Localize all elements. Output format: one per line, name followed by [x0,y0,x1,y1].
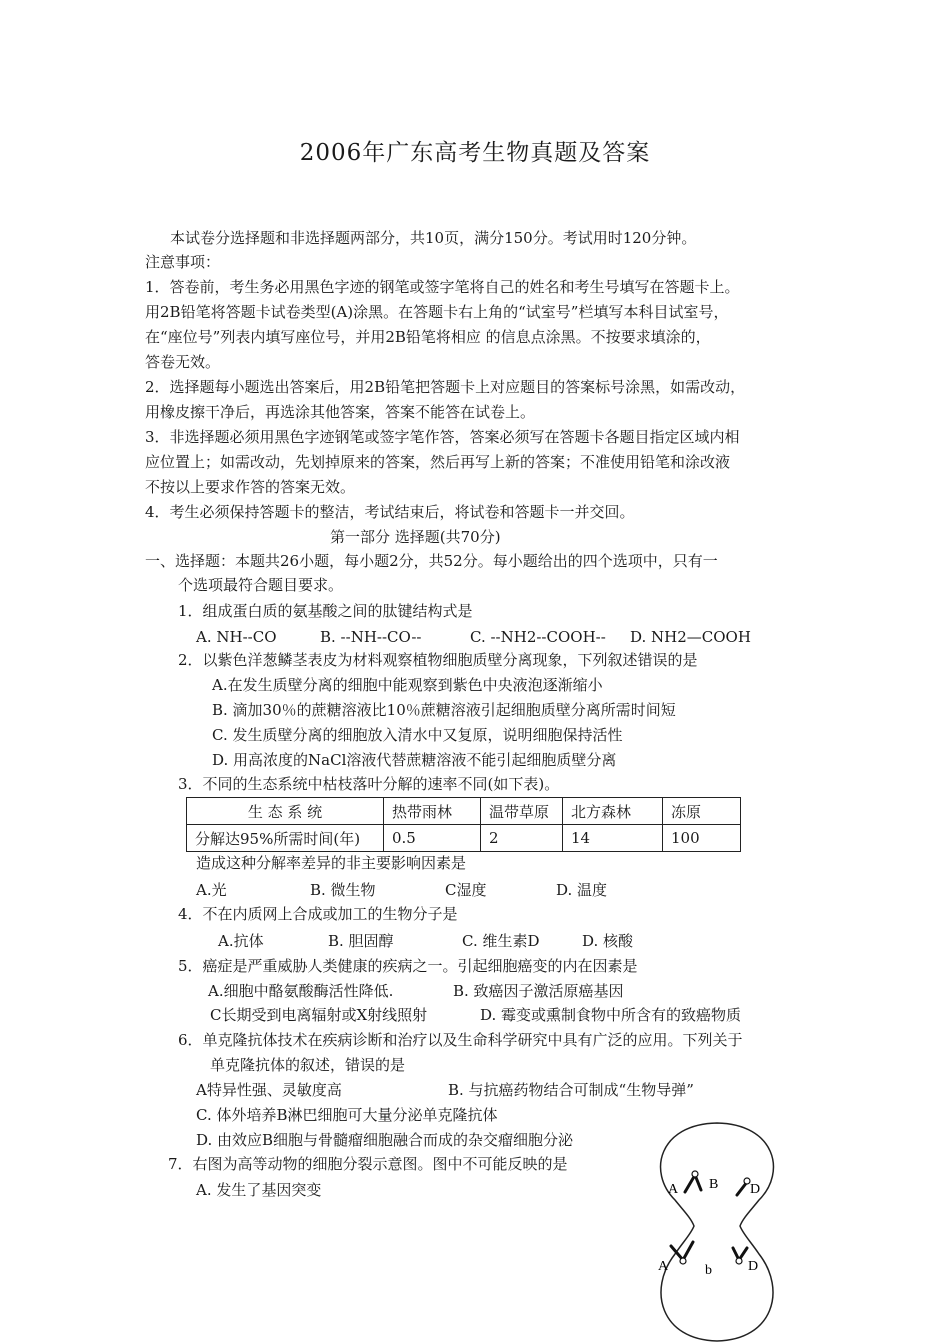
q2-option-b: B. 滴加30％的蔗糖溶液比10％蔗糖溶液引起细胞质壁分离所需时间短 [212,701,676,719]
question-1-stem: 1．组成蛋白质的氨基酸之间的肽键结构式是 [178,602,473,620]
q4-option-d: D. 核酸 [582,932,634,950]
question-2-stem: 2．以紫色洋葱鳞茎表皮为材料观察植物细胞质壁分离现象，下列叙述错误的是 [178,651,698,669]
q2-option-c: C. 发生质壁分离的细胞放入清水中又复原，说明细胞保持活性 [212,726,623,744]
q3-followup: 造成这种分解率差异的非主要影响因素是 [196,854,467,872]
note-line: 不按以上要求作答的答案无效。 [145,478,356,496]
question-3-stem: 3．不同的生态系统中枯枝落叶分解的速率不同(如下表)。 [178,775,560,793]
chromosome [685,1175,701,1192]
q3-option-c: C湿度 [445,881,487,899]
note-line: 3．非选择题必须用黑色字迹钢笔或签字笔作答，答案必须写在答题卡各题目指定区域内相 [145,428,740,446]
table-cell: 100 [663,825,741,852]
note-line: 在“座位号”列表内填写座位号，并用2B铅笔将相应 的信息点涂黑。不按要求填涂的， [145,328,711,346]
q3-option-d: D. 温度 [556,881,608,899]
question-6-stem: 6．单克隆抗体技术在疾病诊断和治疗以及生命科学研究中具有广泛的应用。下列关于 [178,1031,743,1049]
gene-label: A [658,1259,669,1274]
question-7-stem: 7．右图为高等动物的细胞分裂示意图。图中不可能反映的是 [168,1155,568,1173]
q7-option-a: A. 发生了基因突变 [196,1181,322,1199]
centromere [736,1258,742,1264]
question-5-stem: 5．癌症是严重威胁人类健康的疾病之一。引起细胞癌变的内在因素是 [178,957,638,975]
q1-option-a: A. NH--CO [196,628,277,646]
table-cell: 分解达95%所需时间(年) [187,825,384,852]
table-header-cell: 温带草原 [481,798,563,825]
part-heading: 第一部分 选择题(共70分) [330,528,501,546]
centromere [680,1258,686,1264]
decomposition-table [186,797,741,852]
question-6-stem-cont: 单克隆抗体的叙述，错误的是 [210,1056,406,1074]
q4-option-a: A.抗体 [218,932,264,950]
table-cell: 2 [481,825,563,852]
cell-division-figure [655,1120,780,1344]
table-cell: 14 [563,825,663,852]
q1-option-d: D. NH2—COOH [630,628,751,646]
cell-membrane [661,1123,774,1341]
q2-option-a: A.在发生质壁分离的细胞中能观察到紫色中央液泡逐渐缩小 [212,676,603,694]
q1-option-b: B. --NH--CO-- [320,628,422,646]
table-header-cell: 生 态 系 统 [187,798,384,825]
q3-option-a: A.光 [196,881,227,899]
centromere [692,1171,698,1177]
q6-option-c: C. 体外培养B淋巴细胞可大量分泌单克隆抗体 [196,1106,498,1124]
q5-option-b: B. 致癌因子激活原癌基因 [453,982,624,1000]
note-line: 用橡皮擦干净后，再选涂其他答案，答案不能答在试卷上。 [145,403,536,421]
notice-heading: 注意事项： [145,253,221,271]
table-header-row [187,798,741,825]
gene-label: D [748,1259,759,1274]
table-row [187,825,741,852]
q4-option-c: C. 维生素D [462,932,540,950]
section-heading-cont: 个选项最符合题目要求。 [178,576,344,594]
intro-text: 本试卷分选择题和非选择题两部分，共10页，满分150分。考试用时120分钟。 [170,229,697,247]
question-4-stem: 4．不在内质网上合成或加工的生物分子是 [178,905,458,923]
q2-option-d: D. 用高浓度的NaCl溶液代替蔗糖溶液不能引起细胞质壁分离 [212,751,617,769]
note-line: 用2B铅笔将答题卡试卷类型(A)涂黑。在答题卡右上角的“试室号”栏填写本科目试室号， [145,303,729,321]
gene-label: b [705,1263,712,1278]
gene-label: B [709,1177,719,1192]
q5-option-a: A.细胞中酪氨酸酶活性降低. [208,982,394,1000]
note-line: 答卷无效。 [145,353,221,371]
table-header-cell: 北方森林 [563,798,663,825]
note-line: 4．考生必须保持答题卡的整洁，考试结束后，将试卷和答题卡一并交回。 [145,503,635,521]
q3-option-b: B. 微生物 [310,881,376,899]
page-title: 2006年广东高考生物真题及答案 [299,140,651,166]
q1-option-c: C. --NH2--COOH-- [470,628,606,646]
note-line: 应位置上；如需改动，先划掉原来的答案，然后再写上新的答案；不准使用铅笔和涂改液 [145,453,731,471]
q5-option-d: D. 霉变或熏制食物中所含有的致癌物质 [480,1006,742,1024]
note-line: 2．选择题每小题选出答案后，用2B铅笔把答题卡上对应题目的答案标号涂黑，如需改动， [145,378,746,396]
q6-option-a: A特异性强、灵敏度高 [196,1081,342,1099]
q4-option-b: B. 胆固醇 [328,932,394,950]
q5-option-c: C长期受到电离辐射或X射线照射 [210,1006,428,1024]
gene-label: D [750,1182,761,1197]
note-line: 1．答卷前，考生务必用黑色字迹的钢笔或签字笔将自己的姓名和考生号填写在答题卡上。 [145,278,740,296]
table-header-cell: 热带雨林 [384,798,481,825]
q6-option-d: D. 由效应B细胞与骨髓瘤细胞融合而成的杂交瘤细胞分泌 [196,1131,574,1149]
section-heading: 一、选择题：本题共26小题，每小题2分，共52分。每小题给出的四个选项中，只有一 [145,552,718,570]
table-cell: 0.5 [384,825,481,852]
gene-label: A [668,1182,679,1197]
q6-option-b: B. 与抗癌药物结合可制成“生物导弹” [448,1081,694,1099]
table-header-cell: 冻原 [663,798,741,825]
